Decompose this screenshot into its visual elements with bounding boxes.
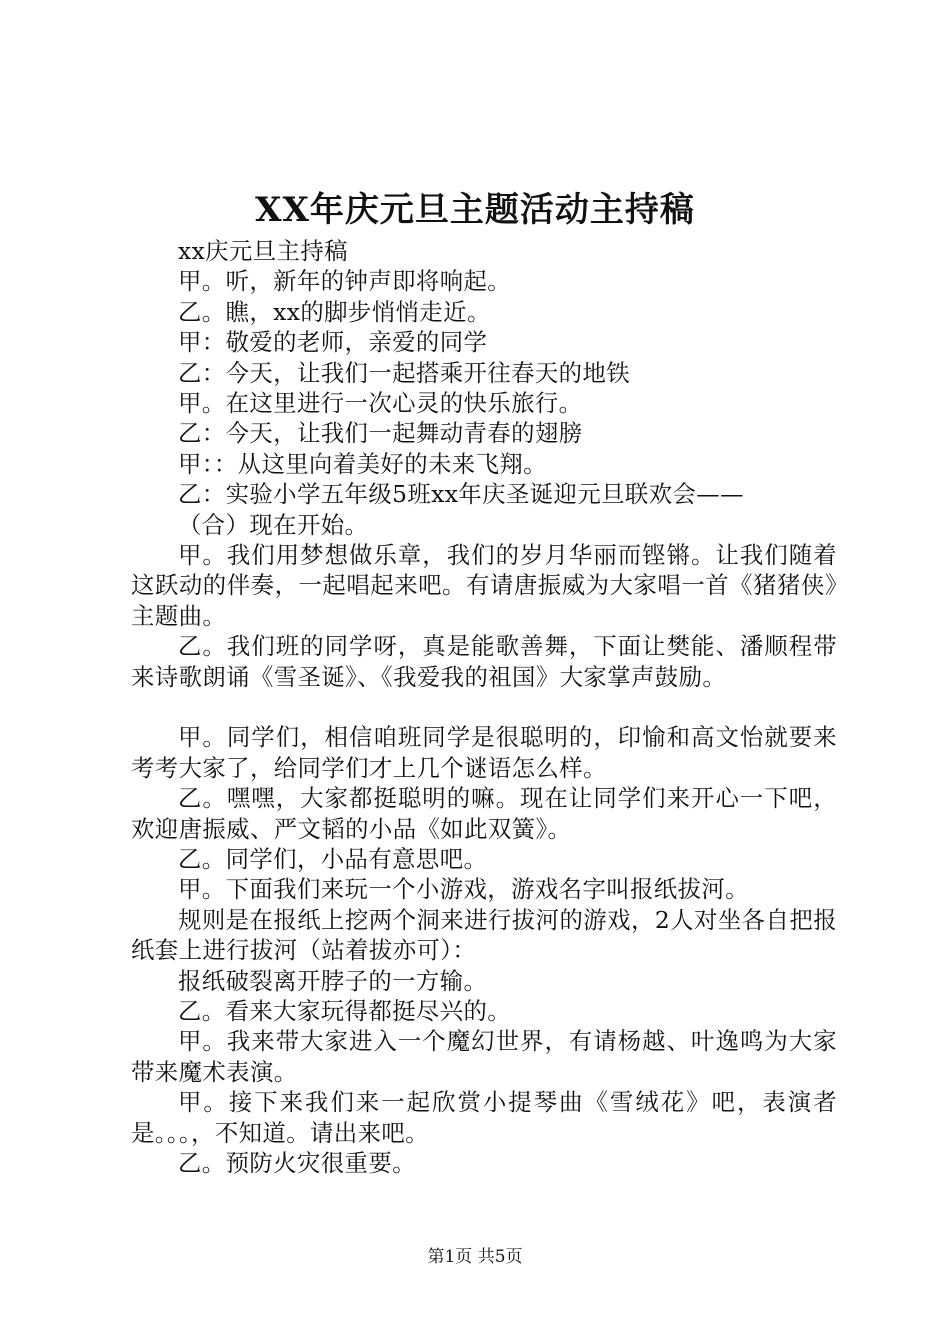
text-line: xx庆元旦主持稿 [178,237,348,265]
text-line: 乙：今天，让我们一起搭乘开往春天的地铁 [178,358,631,387]
paragraph: 报纸破裂离开脖子的一方输。 [178,966,488,995]
text-line: 甲：：从这里向着美好的未来飞翔。 [178,449,547,478]
text-line: 乙：今天，让我们一起舞动青春的翅膀 [178,419,583,448]
paragraph: 甲。接下来我们来一起欣赏小提琴曲《雪绒花》吧，表演者是。。。，不知道。请出来吧。 [131,1088,837,1147]
text-line: 甲：敬爱的老师，亲爱的同学 [178,328,488,357]
paragraph: 甲。同学们，相信咱班同学是很聪明的，印愉和高文怡就要来考考大家了，给同学们才上几个谜语怎么样。 [131,723,837,782]
paragraph: 乙。嘿嘿，大家都挺聪明的嘛。现在让同学们来开心一下吧，欢迎唐振威、严文韬的小品《如此双簧》。 [131,784,837,843]
text-line: 甲。在这里进行一次心灵的快乐旅行。 [178,388,583,417]
text-line: 乙：实验小学五年级5班xx年庆圣诞迎元旦联欢会—— [178,480,744,509]
paragraph: 乙。我们班的同学呀，真是能歌善舞，下面让樊能、潘顺程带来诗歌朗诵《雪圣诞》、《我爱我的祖国》大家掌声鼓励。 [131,632,837,691]
page-number: 第1页 共5页 [427,1247,523,1267]
document-body [131,236,837,1178]
paragraph: 乙。同学们，小品有意思吧。 [178,844,488,873]
text-line: 乙。瞧，xx的脚步悄悄走近。 [178,297,491,326]
blank-line [131,692,837,722]
document-title: XX年庆元旦主题活动主持稿 [255,190,695,230]
paragraph: 甲。下面我们来玩一个小游戏，游戏名字叫报纸拔河。 [178,875,749,904]
text-line: 甲。听，新年的钟声即将响起。 [178,267,512,296]
paragraph: 甲。我来带大家进入一个魔幻世界，有请杨越、叶逸鸣为大家带来魔术表演。 [131,1027,837,1086]
paragraph: 甲。我们用梦想做乐章，我们的岁月华丽而铿锵。让我们随着这跃动的伴奏，一起唱起来吧。有请唐振威为大家唱一首《猪猪侠》主题曲。 [131,540,837,630]
paragraph: 乙。预防火灾很重要。 [178,1149,416,1178]
paragraph: 规则是在报纸上挖两个洞来进行拔河的游戏，2人对坐各自把报纸套上进行拔河（站着拔亦可）： [131,905,837,965]
paragraph: 乙。看来大家玩得都挺尽兴的。 [178,996,512,1025]
text-line: （合）现在开始。 [178,510,369,539]
